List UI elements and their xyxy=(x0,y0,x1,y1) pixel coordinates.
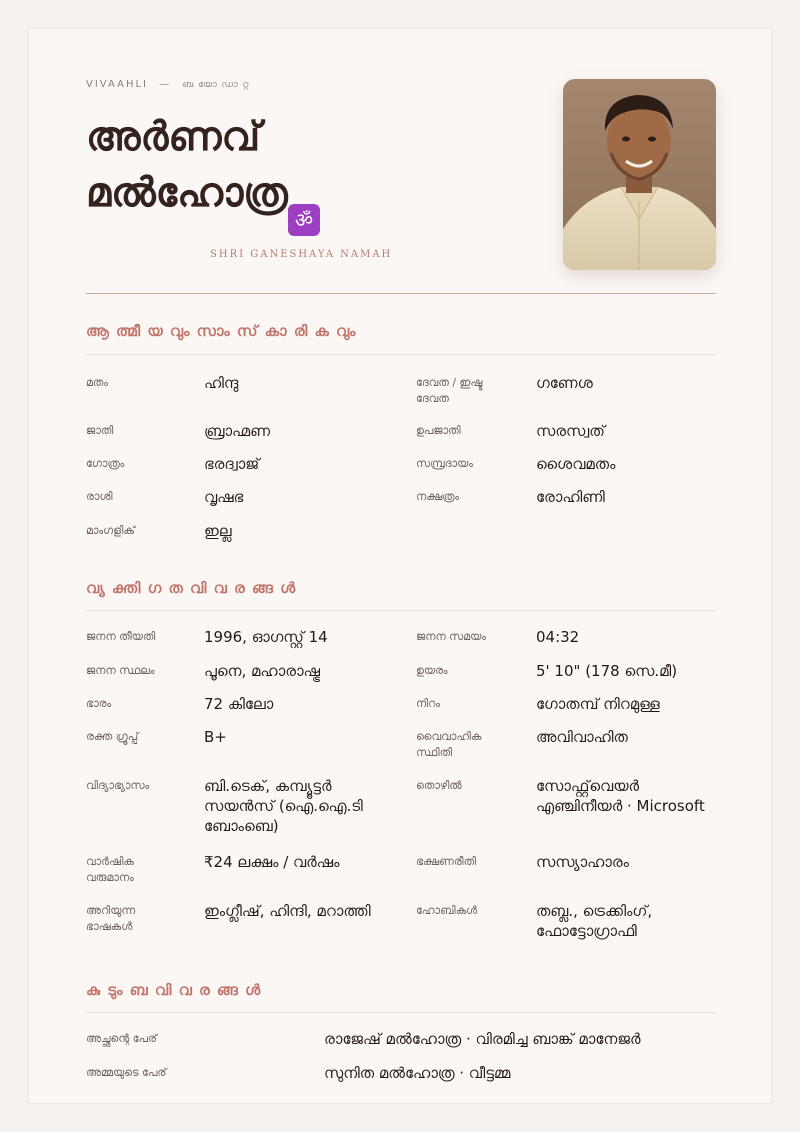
field-label: വൈവാഹിക സ്ഥിതി xyxy=(416,730,482,759)
profile-photo xyxy=(563,79,716,270)
field-value: B+ xyxy=(204,728,227,746)
field-value: സോഫ്റ്റ്‌വെയർ എഞ്ചിനീയർ · Microsoft xyxy=(536,777,705,815)
section-divider xyxy=(86,1012,716,1013)
field-value: ബ്രാഹ്മണ xyxy=(204,422,271,440)
om-icon: ॐ xyxy=(288,204,320,236)
candidate-name xyxy=(86,109,288,221)
field-label: അച്ഛന്റെ പേര് xyxy=(86,1032,157,1045)
field-value: ഇല്ല xyxy=(204,522,232,540)
field-value: ഭരദ്വാജ് xyxy=(204,455,260,473)
field-label: നിറം xyxy=(416,697,441,710)
field-label: ഭാരം xyxy=(86,697,112,710)
field-label: അമ്മയുടെ പേര് xyxy=(86,1066,167,1079)
document-type: ബ യോ ഡാ റ്റ xyxy=(182,80,250,90)
section-title-personal: വ്യ ക്തി ഗ ത വി വ ര ങ്ങ ൾ xyxy=(86,579,297,597)
field-label: ജനന സ്ഥലം xyxy=(86,664,155,677)
brand-line xyxy=(86,79,250,90)
field-label: രാശി xyxy=(86,490,113,503)
field-value: സരസ്വത് xyxy=(536,422,605,440)
field-value: ഇംഗ്ലീഷ്, ഹിന്ദി, മറാത്തി xyxy=(204,902,371,920)
header-divider xyxy=(86,293,716,294)
field-label: മാംഗളിക് xyxy=(86,524,135,537)
motto-text: SHRI GANESHAYA NAMAH xyxy=(210,249,393,260)
field-value: ഹിന്ദു xyxy=(204,374,239,392)
name-line-last: മൽഹോത്ര xyxy=(86,170,288,216)
field-label: ജനന സമയം xyxy=(416,630,487,643)
field-label: ദേവത / ഇഷ്ട ദേവത xyxy=(416,376,483,405)
section-divider xyxy=(86,610,716,611)
field-value: അവിവാഹിത xyxy=(536,728,628,746)
brand-separator: — xyxy=(159,79,172,90)
field-value: രാജേഷ് മൽഹോത്ര · വിരമിച്ച ബാങ്ക് മാനേജർ xyxy=(324,1030,641,1048)
field-label: ഭക്ഷണരീതി xyxy=(416,855,477,868)
field-label: വിദ്യാഭ്യാസം xyxy=(86,779,150,792)
field-label: ഉപജാതി xyxy=(416,424,461,437)
section-title-family: കു ടും ബ വി വ ര ങ്ങ ൾ xyxy=(86,981,262,999)
field-label: മതം xyxy=(86,376,109,389)
field-label: സമ്പ്രദായം xyxy=(416,457,473,470)
section-title-spiritual: ആ ത്മീ യ വും സാം സ് കാ രി ക വും xyxy=(86,322,357,340)
field-value: ₹24 ലക്ഷം / വർഷം xyxy=(204,853,340,871)
field-value: സുനിത മൽഹോത്ര · വീട്ടമ്മ xyxy=(324,1064,511,1082)
field-value: ശൈവമതം xyxy=(536,455,616,473)
field-value: ഗോതമ്പ് നിറമുള്ള xyxy=(536,695,660,713)
section-divider xyxy=(86,354,716,355)
field-label: തൊഴിൽ xyxy=(416,779,462,792)
field-label: ഹോബികൾ xyxy=(416,904,478,917)
field-value: 5' 10" (178 സെ.മീ) xyxy=(536,662,678,680)
field-value: 04:32 xyxy=(536,628,580,646)
field-value: 72 കിലോ xyxy=(204,695,274,713)
field-value: തബ്ല., ട്രെക്കിംഗ്, ഫോട്ടോഗ്രാഫി xyxy=(536,902,653,940)
name-line-first: അർണവ് xyxy=(86,114,261,160)
field-value: രോഹിണി xyxy=(536,488,605,506)
field-value: വൃഷഭ xyxy=(204,488,244,506)
field-label: ജാതി xyxy=(86,424,114,437)
field-value: 1996, ഓഗസ്റ്റ് 14 xyxy=(204,628,328,646)
brand-name: VIVAAHLI xyxy=(86,79,148,90)
field-label: അറിയുന്ന ഭാഷകൾ xyxy=(86,904,136,933)
field-label: നക്ഷത്രം xyxy=(416,490,460,503)
field-value: ഗണേശ xyxy=(536,374,593,392)
field-label: വാർഷിക വരുമാനം xyxy=(86,855,134,884)
field-label: ഉയരം xyxy=(416,664,448,677)
portrait-illustration xyxy=(563,79,716,270)
biodata-page xyxy=(28,28,772,1104)
field-value: പൂനെ, മഹാരാഷ്ട്ര xyxy=(204,662,321,680)
field-label: ജനന തീയതി xyxy=(86,630,156,643)
field-value: ബി.ടെക്, കമ്പ്യൂട്ടർ സയൻസ് (ഐ.ഐ.ടി ബോംബെ) xyxy=(204,777,363,835)
field-value: സസ്യാഹാരം xyxy=(536,853,629,871)
field-label: രക്ത ഗ്രൂപ്പ് xyxy=(86,730,139,743)
field-label: ഗോത്രം xyxy=(86,457,125,470)
